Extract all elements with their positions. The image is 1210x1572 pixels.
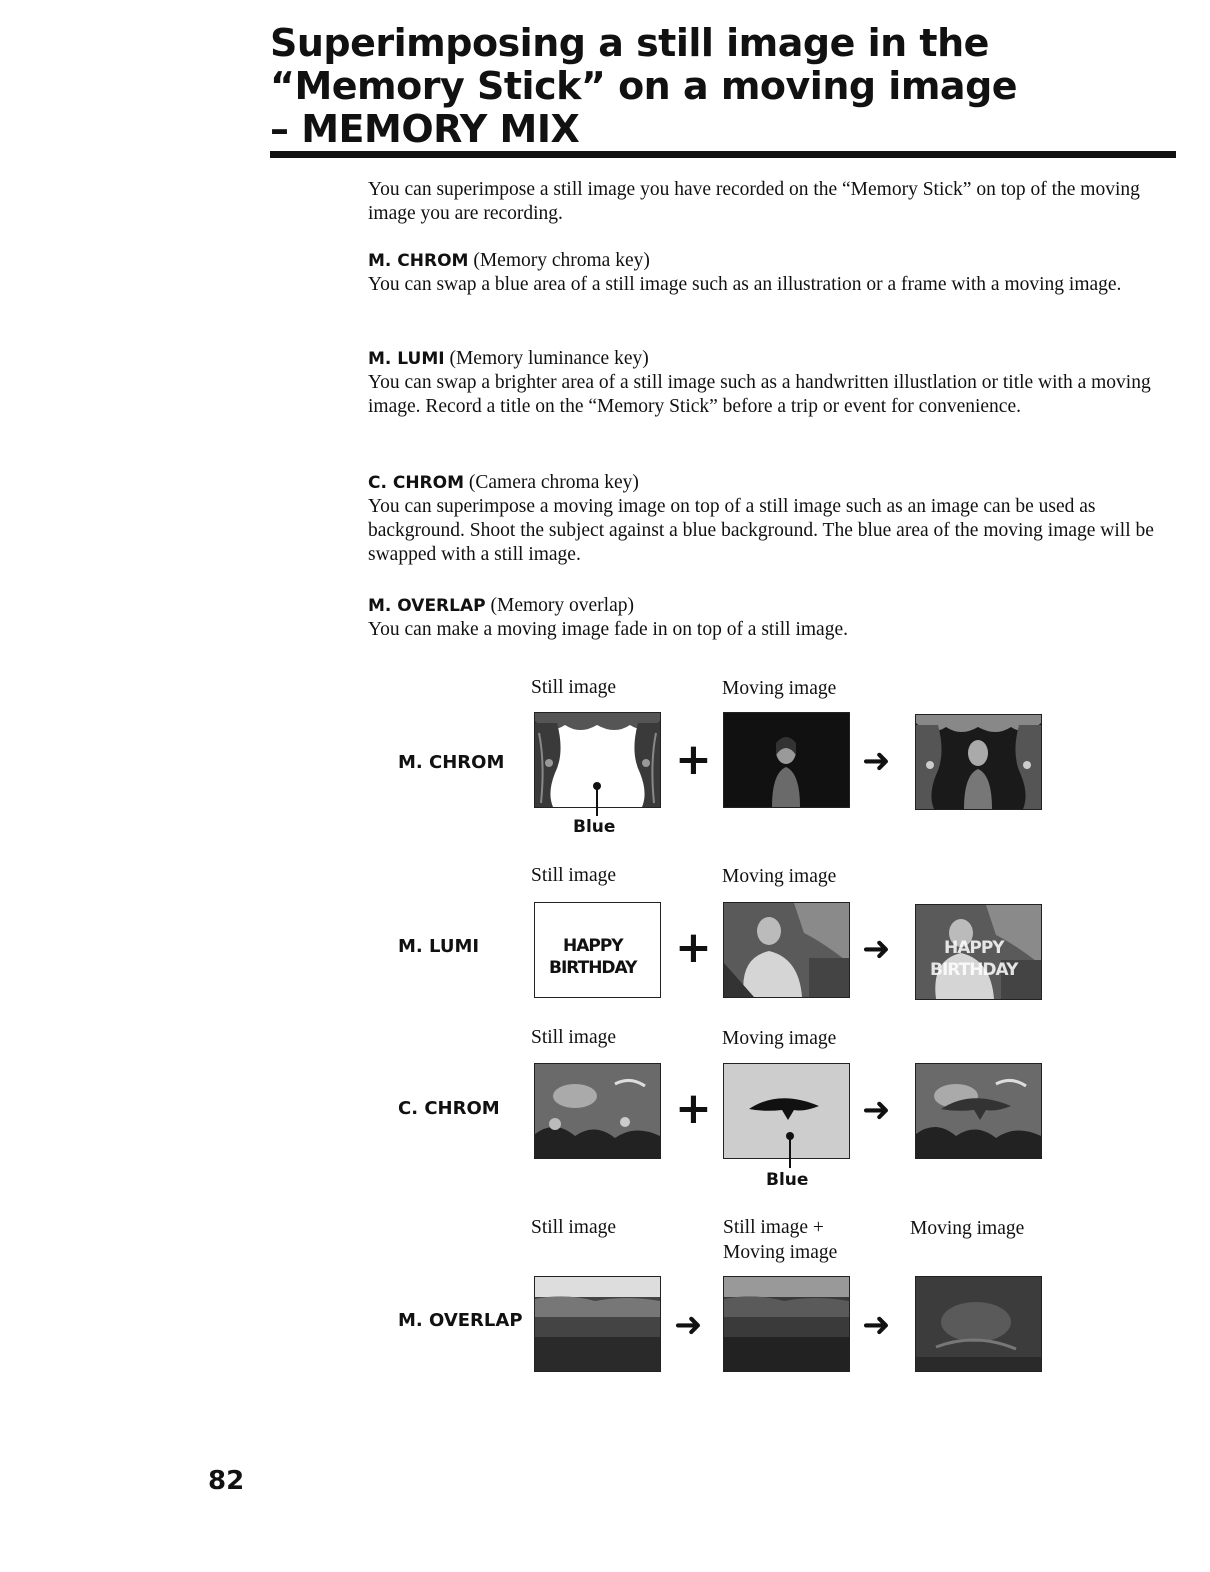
page-title <box>270 22 1190 151</box>
mode-c-chrom <box>368 471 1168 567</box>
mode-text: You can swap a brighter area of a still image such as a handwritten illustlation or title with a moving image. Record a title on the “Memory Stick” before a trip or event for convenience. <box>368 372 1151 417</box>
row-label-m-overlap: M. OVERLAP <box>398 1310 523 1331</box>
mode-name: M. CHROM <box>368 251 469 271</box>
arrow-right-icon: ➜ <box>862 1305 891 1345</box>
title-line-2: “Memory Stick” on a moving image <box>270 64 1018 108</box>
arrow-right-icon: ➜ <box>862 741 891 781</box>
mode-name: M. OVERLAP <box>368 596 486 616</box>
moving-image-label: Moving image <box>722 678 837 699</box>
title-line-1: Superimposing a still image in the <box>270 21 989 65</box>
arrow-right-icon: ➜ <box>674 1305 703 1345</box>
happy-text: HAPPY <box>563 936 623 956</box>
still-plus-moving-label-1: Still image + <box>723 1217 824 1238</box>
fading-overlap-image <box>723 1276 850 1372</box>
mode-desc: (Memory luminance key) <box>444 348 649 369</box>
arrow-right-icon: ➜ <box>862 1090 891 1130</box>
happy-text: HAPPY <box>944 938 1004 958</box>
mode-text: You can make a moving image fade in on top of a still image. <box>368 619 848 640</box>
mode-desc: (Memory overlap) <box>485 595 634 616</box>
m-chrom-result-image <box>915 714 1042 810</box>
blue-label: Blue <box>573 817 616 837</box>
moving-image-label: Moving image <box>722 1028 837 1049</box>
m-overlap-result-image <box>915 1276 1042 1372</box>
still-image-label: Still image <box>531 1027 617 1048</box>
mode-m-lumi <box>368 347 1168 419</box>
arrow-right-icon: ➜ <box>862 929 891 969</box>
birthday-text: BIRTHDAY <box>549 958 637 978</box>
moving-image-label: Moving image <box>722 866 837 887</box>
row-label-m-lumi: M. LUMI <box>398 936 480 957</box>
plus-icon: + <box>675 1083 712 1134</box>
landscape-still-image <box>534 1276 661 1372</box>
plus-icon: + <box>675 922 712 973</box>
still-plus-moving-label-2: Moving image <box>723 1242 838 1263</box>
underwater-still-image <box>534 1063 661 1159</box>
row-label-c-chrom: C. CHROM <box>398 1098 500 1119</box>
woman-garden-moving-image <box>723 902 850 998</box>
mode-desc: (Memory chroma key) <box>468 250 650 271</box>
still-image-label: Still image <box>531 1217 617 1238</box>
blue-pointer-line <box>596 786 598 816</box>
mode-text: You can swap a blue area of a still image such as an illustration or a frame with a moving image. <box>368 274 1122 295</box>
blue-pointer-line <box>789 1136 791 1168</box>
birthday-text: BIRTHDAY <box>930 960 1018 980</box>
c-chrom-result-image <box>915 1063 1042 1159</box>
woman-moving-image <box>723 712 850 808</box>
title-rule <box>270 151 1176 158</box>
mode-name: M. LUMI <box>368 349 445 369</box>
mode-m-chrom <box>368 249 1168 297</box>
mode-desc: (Camera chroma key) <box>464 472 639 493</box>
mode-text: You can superimpose a moving image on top of a still image such as an image can be used as background. Shoot the subject against a blue background. The blue area of the moving image will be swapped with a still image. <box>368 496 1154 565</box>
page-number: 82 <box>208 1466 245 1496</box>
dolphin-moving-image <box>723 1063 850 1159</box>
still-image-label: Still image <box>531 677 617 698</box>
still-image-label: Still image <box>531 865 617 886</box>
happy-birthday-still-image <box>534 902 661 998</box>
blue-label: Blue <box>766 1170 809 1190</box>
intro-paragraph: You can superimpose a still image you have recorded on the “Memory Stick” on top of the moving image you are recording. <box>368 179 1140 224</box>
row-label-m-chrom: M. CHROM <box>398 752 505 773</box>
moving-image-label: Moving image <box>910 1218 1025 1239</box>
mode-name: C. CHROM <box>368 473 465 493</box>
mode-m-overlap <box>368 594 1168 642</box>
plus-icon: + <box>675 734 712 785</box>
title-line-3: – MEMORY MIX <box>270 107 580 151</box>
m-lumi-result-image <box>915 904 1042 1000</box>
